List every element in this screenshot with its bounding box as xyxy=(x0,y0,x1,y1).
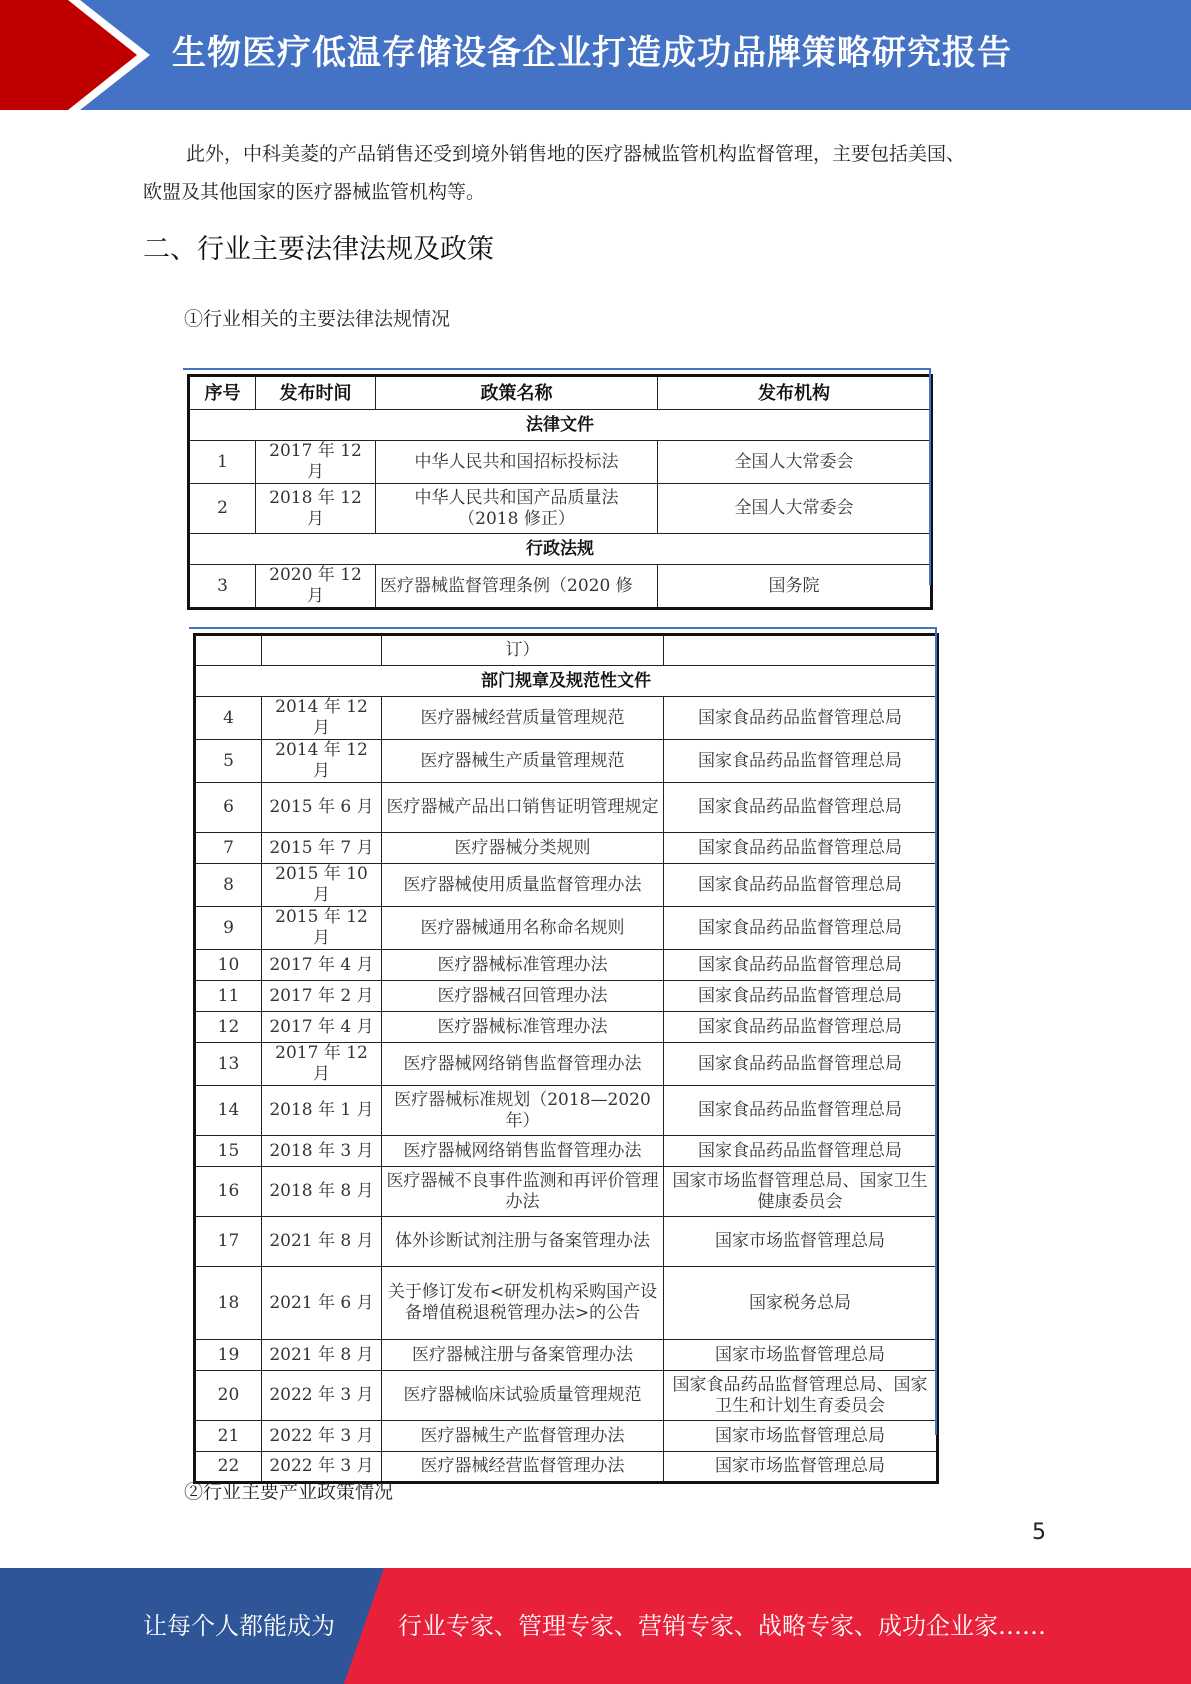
cell-name: 医疗器械标准管理办法 xyxy=(382,1012,664,1043)
cell-name: 医疗器械生产质量管理规范 xyxy=(382,740,664,783)
cell-name: 医疗器械网络销售监督管理办法 xyxy=(382,1043,664,1086)
cell-date: 2021 年 8 月 xyxy=(262,1217,382,1267)
subheading-laws: ①行业相关的主要法律法规情况 xyxy=(184,308,451,330)
cell-date: 2015 年 10 月 xyxy=(262,864,382,907)
cell-date: 2015 年 12 月 xyxy=(262,907,382,950)
cell-no: 4 xyxy=(195,697,262,740)
cell-no: 19 xyxy=(195,1340,262,1371)
header-chevron xyxy=(0,0,150,110)
cell-no: 12 xyxy=(195,1012,262,1043)
table-blue-edge xyxy=(189,627,935,629)
cell-org: 国家食品药品监督管理总局 xyxy=(664,864,938,907)
cell-org: 国家市场监督管理总局、国家卫生健康委员会 xyxy=(664,1167,938,1217)
cell-name: 订） xyxy=(382,635,664,666)
cell-no: 22 xyxy=(195,1452,262,1483)
table-row xyxy=(195,1012,938,1043)
table-row xyxy=(195,1267,938,1340)
header-title: 生物医疗低温存储设备企业打造成功品牌策略研究报告 xyxy=(172,33,1012,73)
cell-name: 医疗器械标准规划（2018—2020年） xyxy=(382,1086,664,1136)
col-header: 发布时间 xyxy=(256,376,376,410)
cell-org: 国家市场监督管理总局 xyxy=(664,1421,938,1452)
cell-date: 2015 年 6 月 xyxy=(262,783,382,833)
cell-no: 1 xyxy=(189,441,256,484)
table-row xyxy=(195,1136,938,1167)
section-row xyxy=(189,410,932,441)
page-footer xyxy=(0,1568,1191,1684)
cell-name: 关于修订发布<研发机构采购国产设备增值税退税管理办法>的公告 xyxy=(382,1267,664,1340)
continuation-row xyxy=(195,635,938,666)
cell-name: 医疗器械注册与备案管理办法 xyxy=(382,1340,664,1371)
table-row xyxy=(195,907,938,950)
cell-name: 体外诊断试剂注册与备案管理办法 xyxy=(382,1217,664,1267)
cell-name: 医疗器械网络销售监督管理办法 xyxy=(382,1136,664,1167)
cell-name: 医疗器械经营质量管理规范 xyxy=(382,697,664,740)
cell-org: 国家食品药品监督管理总局 xyxy=(664,1136,938,1167)
cell-name: 医疗器械不良事件监测和再评价管理办法 xyxy=(382,1167,664,1217)
cell-date: 2021 年 6 月 xyxy=(262,1267,382,1340)
footer-slogan-right: 行业专家、管理专家、营销专家、战略专家、成功企业家…… xyxy=(398,1612,1046,1640)
cell-no: 16 xyxy=(195,1167,262,1217)
cell-org: 全国人大常委会 xyxy=(658,484,932,534)
cell-no: 10 xyxy=(195,950,262,981)
laws-table-part1 xyxy=(187,374,933,610)
table-row xyxy=(195,783,938,833)
empty-cell xyxy=(262,635,382,666)
cell-date: 2022 年 3 月 xyxy=(262,1421,382,1452)
cell-no: 18 xyxy=(195,1267,262,1340)
cell-no: 17 xyxy=(195,1217,262,1267)
laws-table-part2 xyxy=(193,633,939,1484)
cell-org: 国家食品药品监督管理总局 xyxy=(664,833,938,864)
empty-cell xyxy=(664,635,938,666)
page-header xyxy=(0,0,1191,110)
cell-org: 国家税务总局 xyxy=(664,1267,938,1340)
intro-paragraph xyxy=(143,135,1043,211)
cell-date: 2022 年 3 月 xyxy=(262,1452,382,1483)
cell-name: 医疗器械分类规则 xyxy=(382,833,664,864)
cell-org: 全国人大常委会 xyxy=(658,441,932,484)
cell-name: 中华人民共和国招标投标法 xyxy=(376,441,658,484)
cell-date: 2018 年 8 月 xyxy=(262,1167,382,1217)
cell-org: 国家市场监督管理总局 xyxy=(664,1452,938,1483)
table-blue-edge xyxy=(935,627,937,1435)
cell-org: 国家食品药品监督管理总局、国家卫生和计划生育委员会 xyxy=(664,1371,938,1421)
col-header: 发布机构 xyxy=(658,376,932,410)
cell-org: 国家食品药品监督管理总局 xyxy=(664,981,938,1012)
cell-no: 8 xyxy=(195,864,262,907)
cell-org: 国家食品药品监督管理总局 xyxy=(664,740,938,783)
col-header: 序号 xyxy=(189,376,256,410)
table-row xyxy=(189,441,932,484)
table-header-row xyxy=(189,376,932,410)
intro-line-2: 欧盟及其他国家的医疗器械监管机构等。 xyxy=(143,181,486,203)
cell-date: 2022 年 3 月 xyxy=(262,1371,382,1421)
cell-name: 医疗器械产品出口销售证明管理规定 xyxy=(382,783,664,833)
cell-no: 9 xyxy=(195,907,262,950)
cell-name: 医疗器械监督管理条例（2020 修 xyxy=(376,565,658,609)
cell-no: 11 xyxy=(195,981,262,1012)
cell-date: 2017 年 4 月 xyxy=(262,950,382,981)
cell-date: 2018 年 3 月 xyxy=(262,1136,382,1167)
section-label: 法律文件 xyxy=(189,410,932,441)
table-row xyxy=(195,864,938,907)
table-row xyxy=(195,740,938,783)
cell-no: 21 xyxy=(195,1421,262,1452)
cell-no: 2 xyxy=(189,484,256,534)
cell-no: 5 xyxy=(195,740,262,783)
cell-name: 医疗器械临床试验质量管理规范 xyxy=(382,1371,664,1421)
cell-name: 医疗器械召回管理办法 xyxy=(382,981,664,1012)
subheading-policies: ②行业主要产业政策情况 xyxy=(184,1481,394,1503)
cell-org: 国家食品药品监督管理总局 xyxy=(664,783,938,833)
cell-date: 2017 年 12 月 xyxy=(262,1043,382,1086)
cell-org: 国务院 xyxy=(658,565,932,609)
table-row xyxy=(195,1167,938,1217)
table-row xyxy=(189,484,932,534)
cell-org: 国家市场监督管理总局 xyxy=(664,1217,938,1267)
cell-name-line: 中华人民共和国产品质量法 xyxy=(414,487,619,508)
cell-date: 2017 年 12 月 xyxy=(256,441,376,484)
section-label: 行政法规 xyxy=(189,534,932,565)
cell-no: 13 xyxy=(195,1043,262,1086)
intro-line-1: 此外，中科美菱的产品销售还受到境外销售地的医疗器械监管机构监督管理，主要包括美国、 xyxy=(186,143,966,165)
table-row xyxy=(195,1371,938,1421)
cell-no: 6 xyxy=(195,783,262,833)
section-heading: 二、行业主要法律法规及政策 xyxy=(143,234,494,265)
section-row xyxy=(189,534,932,565)
section-label: 部门规章及规范性文件 xyxy=(195,666,938,697)
table-row xyxy=(195,1340,938,1371)
table-row xyxy=(195,833,938,864)
cell-name: 医疗器械通用名称命名规则 xyxy=(382,907,664,950)
cell-date: 2018 年 12 月 xyxy=(256,484,376,534)
cell-date: 2017 年 2 月 xyxy=(262,981,382,1012)
table-row xyxy=(195,1421,938,1452)
cell-date: 2020 年 12 月 xyxy=(256,565,376,609)
cell-org: 国家食品药品监督管理总局 xyxy=(664,1043,938,1086)
footer-slogan-left: 让每个人都能成为 xyxy=(143,1612,335,1640)
cell-date: 2014 年 12 月 xyxy=(262,697,382,740)
cell-date: 2014 年 12 月 xyxy=(262,740,382,783)
table-row xyxy=(195,1217,938,1267)
cell-name-line: （2018 修正） xyxy=(458,508,575,529)
cell-org: 国家市场监督管理总局 xyxy=(664,1340,938,1371)
cell-name xyxy=(376,484,658,534)
cell-name: 医疗器械使用质量监督管理办法 xyxy=(382,864,664,907)
table-row xyxy=(189,565,932,609)
table-blue-edge xyxy=(929,368,931,585)
page-number: 5 xyxy=(1032,1520,1046,1545)
cell-name: 医疗器械经营监督管理办法 xyxy=(382,1452,664,1483)
table-row xyxy=(195,1043,938,1086)
table-row xyxy=(195,1086,938,1136)
cell-no: 14 xyxy=(195,1086,262,1136)
cell-date: 2017 年 4 月 xyxy=(262,1012,382,1043)
table-blue-edge xyxy=(183,368,929,370)
cell-org: 国家食品药品监督管理总局 xyxy=(664,697,938,740)
col-header: 政策名称 xyxy=(376,376,658,410)
table-row xyxy=(195,950,938,981)
cell-org: 国家食品药品监督管理总局 xyxy=(664,1012,938,1043)
cell-no: 20 xyxy=(195,1371,262,1421)
empty-cell xyxy=(195,635,262,666)
cell-no: 7 xyxy=(195,833,262,864)
cell-date: 2021 年 8 月 xyxy=(262,1340,382,1371)
cell-no: 3 xyxy=(189,565,256,609)
cell-org: 国家食品药品监督管理总局 xyxy=(664,950,938,981)
cell-no: 15 xyxy=(195,1136,262,1167)
cell-org: 国家食品药品监督管理总局 xyxy=(664,907,938,950)
table-row xyxy=(195,981,938,1012)
cell-name: 医疗器械标准管理办法 xyxy=(382,950,664,981)
cell-date: 2018 年 1 月 xyxy=(262,1086,382,1136)
cell-org: 国家食品药品监督管理总局 xyxy=(664,1086,938,1136)
table-row xyxy=(195,697,938,740)
cell-name: 医疗器械生产监督管理办法 xyxy=(382,1421,664,1452)
section-row xyxy=(195,666,938,697)
cell-date: 2015 年 7 月 xyxy=(262,833,382,864)
